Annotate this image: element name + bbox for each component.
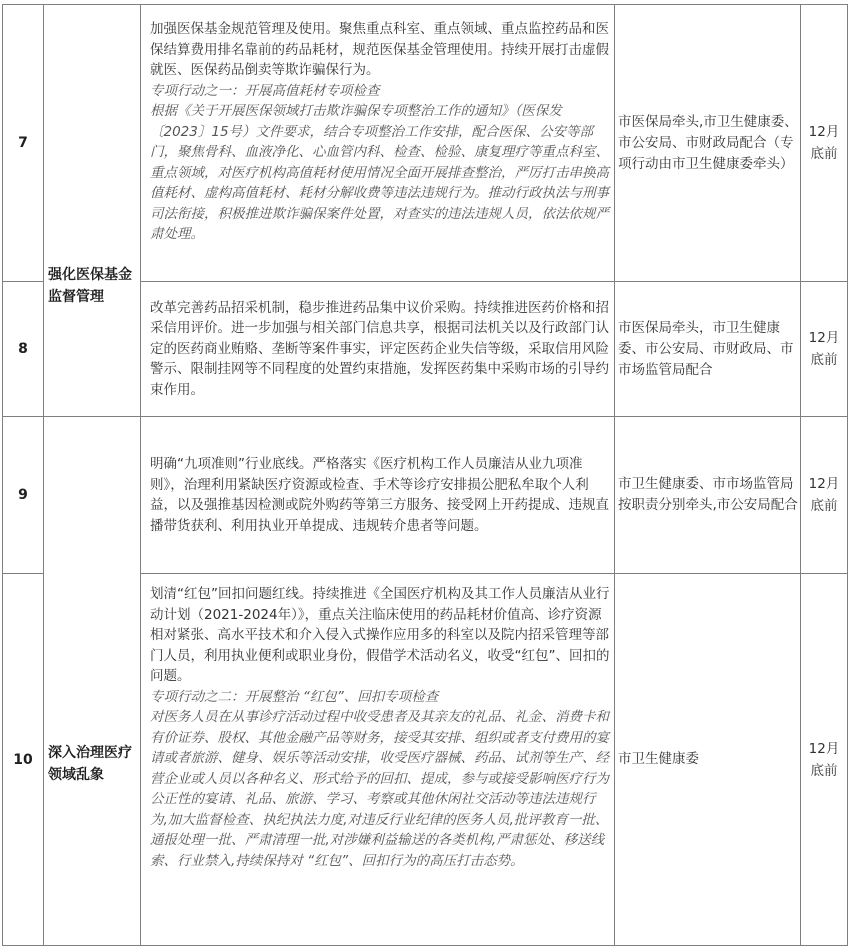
category-cell [44, 5, 141, 417]
task-description [141, 417, 615, 574]
deadline: 12月底前 [801, 417, 848, 574]
responsible-departments: 市医保局牵头，市卫生健康委、市公安局、市财政局、市市场监管局配合 [615, 282, 801, 417]
task-table [2, 4, 848, 946]
task-description [141, 574, 615, 946]
table-row [3, 5, 848, 282]
category-label: 强化医保基金监督管理 [48, 266, 132, 305]
responsible-departments: 市卫生健康委 [615, 574, 801, 946]
category-label: 深入治理医疗领域乱象 [48, 745, 132, 783]
responsible-departments: 市医保局牵头,市卫生健康委、市公安局、市财政局配合（专项行动由市卫生健康委牵头） [615, 5, 801, 282]
task-paragraph: 改革完善药品招采机制，稳步推进药品集中议价采购。持续推进医药价格和招采信用评价。进一步加强与相关部门信息共享，根据司法机关以及行政部门认定的医药商业贿赂、垄断等案件事实，评定医药企业失信等级，采取信用风险警示、限制挂网等不同程度的处置约束措施，发挥医药集中采购市场的引导约束作用。 [150, 299, 609, 398]
row-number: 7 [3, 5, 44, 282]
row-number: 9 [3, 417, 44, 574]
special-action-title: 专项行动之一：开展高值耗材专项检查 [150, 82, 380, 99]
special-action-detail: 对医务人员在从事诊疗活动过程中收受患者及其亲友的礼品、礼金、消费卡和有价证券、股权、其他金融产品等财务，接受其安排、组织或者支付费用的宴请或者旅游、健身、娱乐等活动安排，收受医疗器械、药品、试剂等生产、经营企业或人员以各种名义、形式给予的回扣、提成，参与或接受影响医疗行为公正性的宴请、礼品、旅游、学习、考察或其他休闲社交活动等违法违规行为,加大监督检查、执纪执法力度,对违反行业纪律的医务人员,批评教育一批、通报处理一批、严肃清理一批,对涉嫌利益输送的各类机构,严肃惩处、移送线索、行业禁入,持续保持对 “红包”、回扣行为的高压打击态势。 [150, 709, 609, 869]
deadline: 12月底前 [801, 5, 848, 282]
table-row [3, 417, 848, 574]
category-cell [44, 417, 141, 946]
responsible-departments: 市卫生健康委、市市场监管局按职责分别牵头,市公安局配合 [615, 417, 801, 574]
task-paragraph: 明确“九项准则”行业底线。严格落实《医疗机构工作人员廉洁从业九项准则》，治理利用紧缺医疗资源或检查、手术等诊疗安排损公肥私牟取个人利益，以及强推基因检测或院外购药等第三方服务、接受网上开药提成、违规直播带货获利、利用执业开单提成、违规转介患者等问题。 [150, 456, 609, 534]
deadline: 12月底前 [801, 574, 848, 946]
special-action-title: 专项行动之二：开展整治 “红包”、回扣专项检查 [150, 688, 439, 705]
row-number: 10 [3, 574, 44, 946]
task-paragraph: 划清“红包”回扣问题红线。持续推进《全国医疗机构及其工作人员廉洁从业行动计划（2021-2024年）》，重点关注临床使用的药品耗材价值高、诊疗资源相对紧张、高水平技术和介入侵入式操作应用多的科室以及院内招采管理等部门人员，利用执业便利或职业身份，假借学术活动名义，收受“红包”、回扣的问题。 [150, 586, 610, 684]
task-paragraph: 加强医保基金规范管理及使用。聚焦重点科室、重点领域、重点监控药品和医保结算费用排名靠前的药品耗材，规范医保基金管理使用。持续开展打击虚假就医、医保药品倒卖等欺诈骗保行为。 [150, 21, 609, 78]
task-description [141, 5, 615, 282]
task-description [141, 282, 615, 417]
deadline: 12月底前 [801, 282, 848, 417]
row-number: 8 [3, 282, 44, 417]
special-action-detail: 根据《关于开展医保领域打击欺诈骗保专项整治工作的通知》（医保发〔2023〕15号）文件要求，结合专项整治工作安排，配合医保、公安等部门，聚焦骨科、血液净化、心血管内科、检查、检验、康复理疗等重点科室、重点领域，对医疗机构高值耗材使用情况全面开展排查整治，严厉打击串换高值耗材、虚构高值耗材、耗材分解收费等违法违规行为。推动行政执法与刑事司法衔接，积极推进欺诈骗保案件处置，对查实的违法违规人员，依法依规严肃处理。 [150, 103, 609, 242]
